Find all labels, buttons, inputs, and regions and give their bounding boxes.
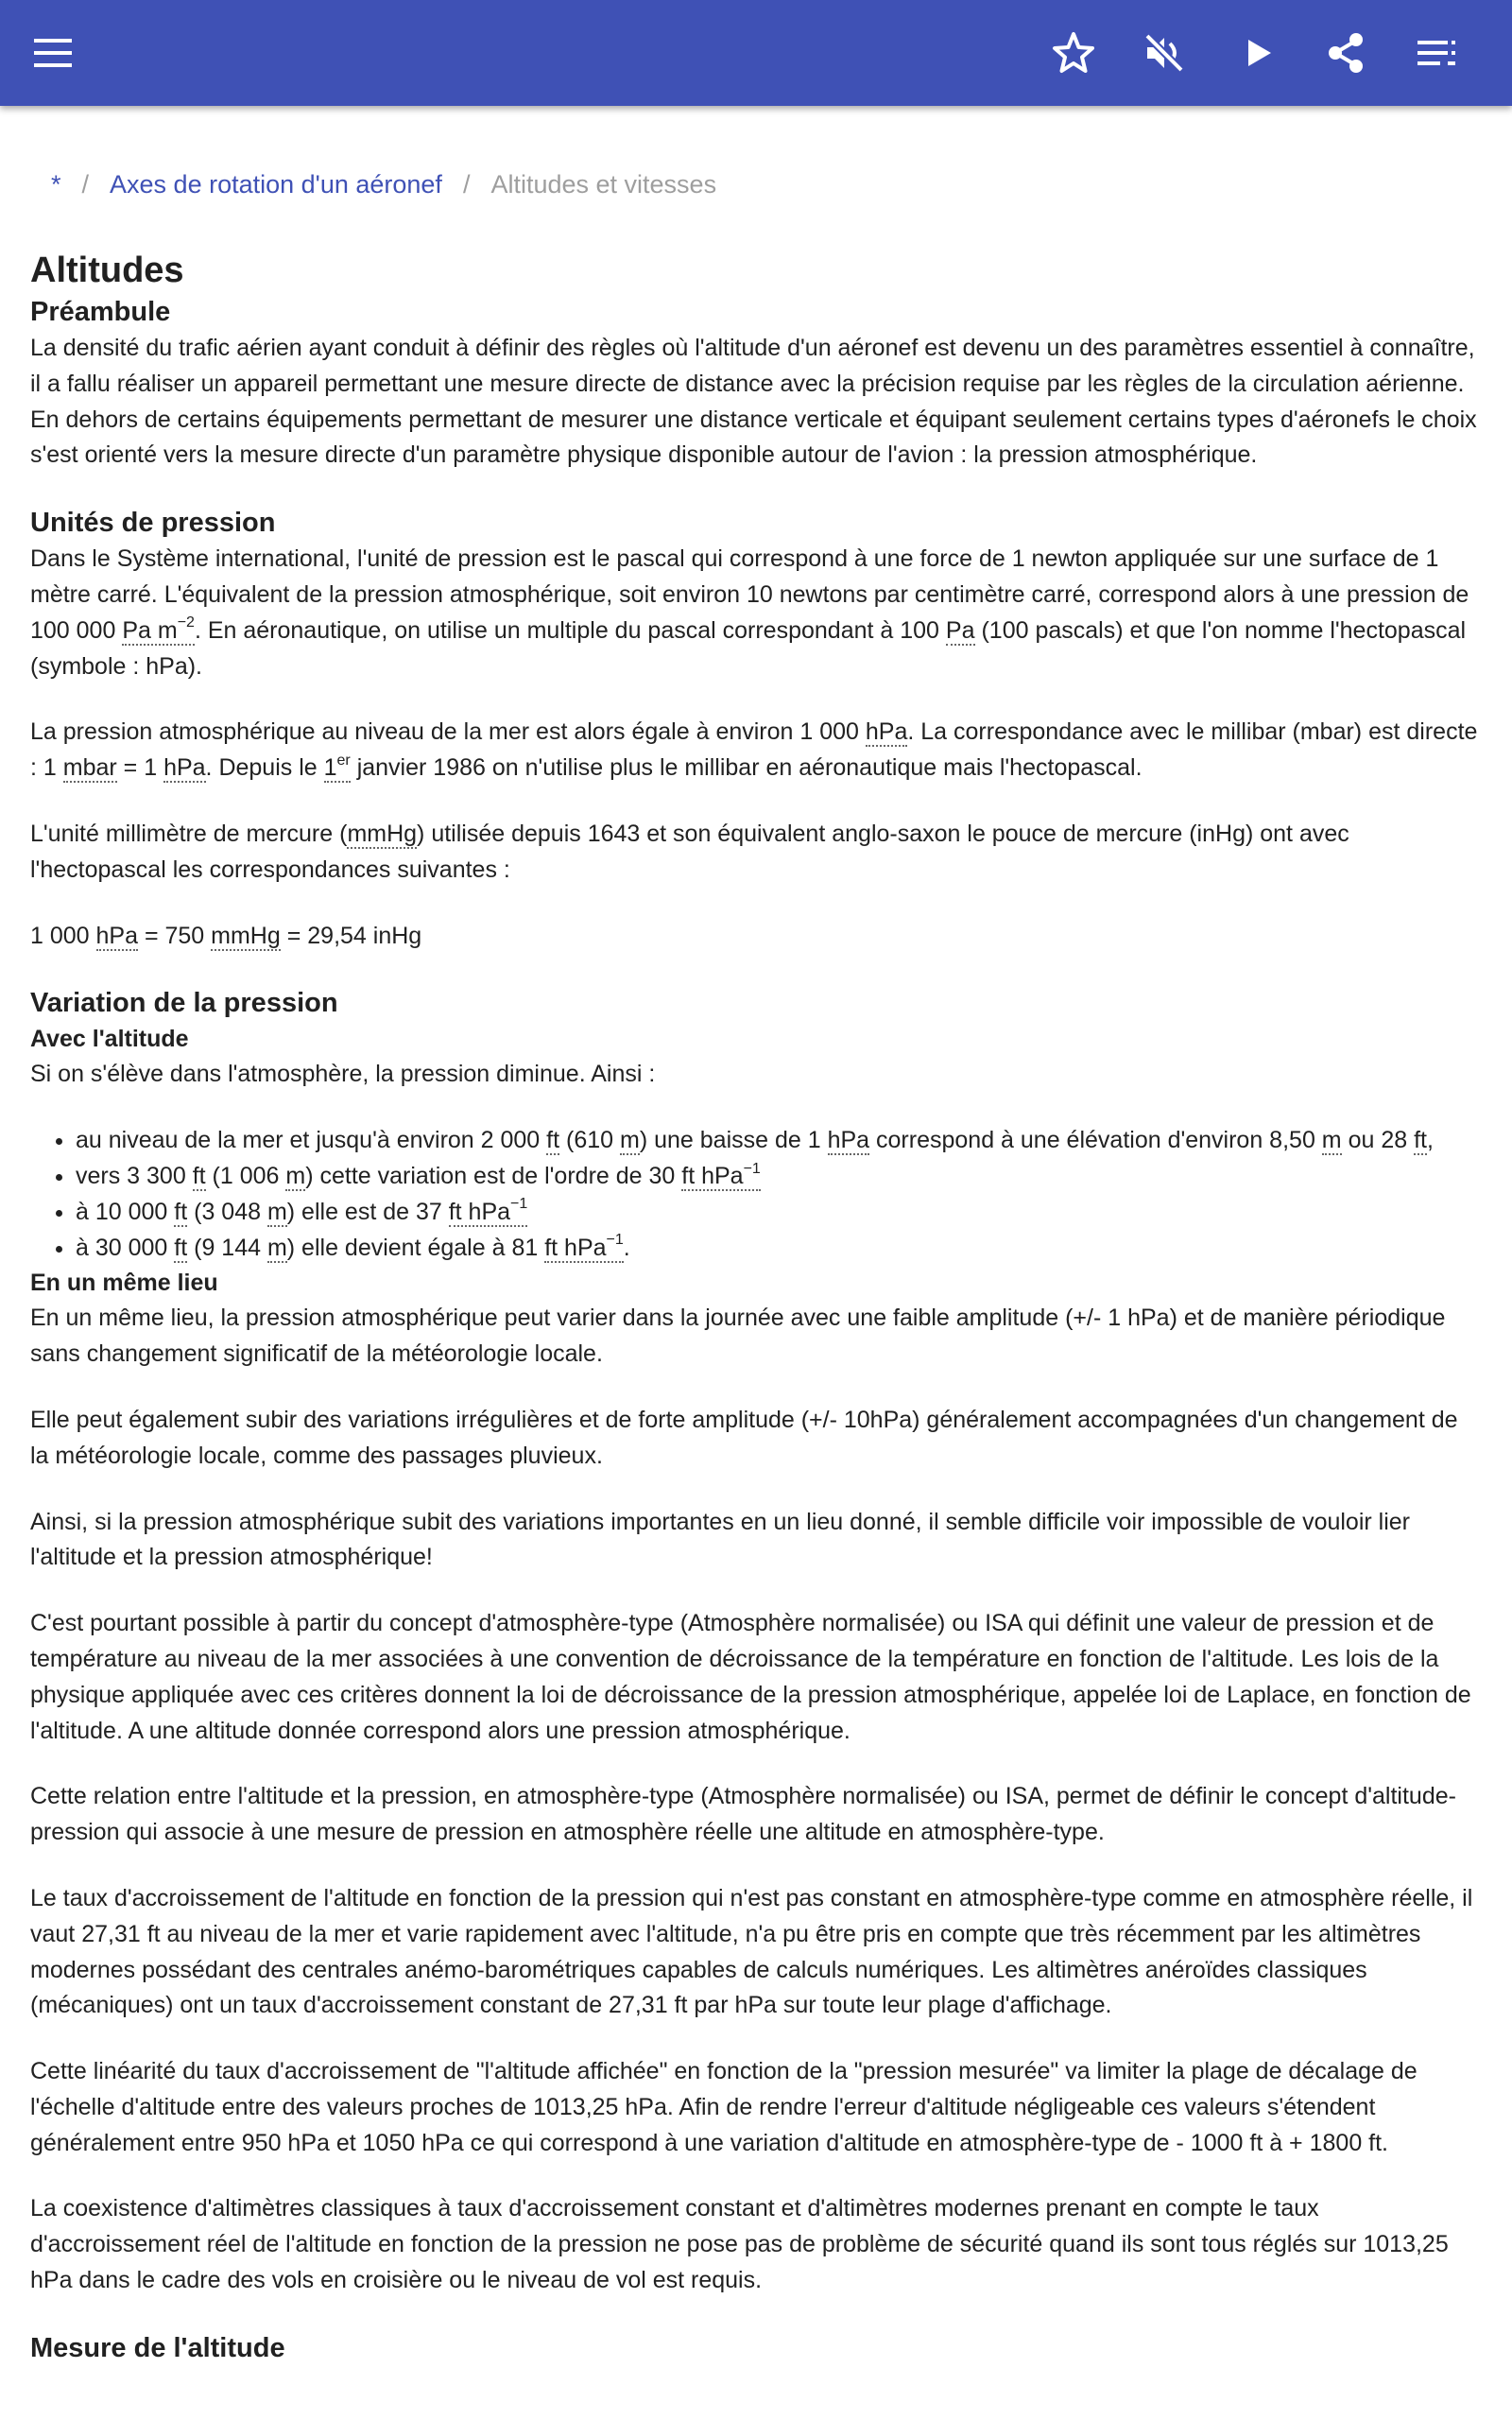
unit-abbr: ft [174,1198,188,1225]
unit-abbr: ft [1414,1127,1427,1154]
text: ou 28 [1341,1127,1415,1154]
share-icon[interactable] [1319,26,1372,79]
ordinal-number: 1 [323,754,337,782]
text: (1 006 [205,1162,286,1189]
section-heading-mesure: Mesure de l'altitude [30,2332,285,2363]
section-heading-unites: Unités de pression [30,508,276,539]
paragraph-variation-1: En un même lieu, la pression atmosphérique peut varier dans la journée avec une faible amplitude (+/- 1 hPa) et de manière périodique sans changement significatif de la météorologie locale. [30,1305,1446,1368]
unit-abbr [122,614,195,646]
unit-exponent: −1 [606,1232,624,1249]
play-icon[interactable] [1230,26,1283,79]
paragraph-preambule: La densité du trafic aérien ayant conduit à définir des règles où l'altitude d'un aéronef est devenu un des paramètres essentiel à connaître, il a fallu réaliser un appareil permettant une mesure directe de distance avec la précision requise par les règles de la circulation aérienne. En dehors de certains équipements permettant de mesurer une distance verticale et équipant seulement certains types d'aéronefs le choix s'est orienté vers la mesure directe d'un paramètre physique disponible autour de l'avion : la pression atmosphérique. [30,335,1477,469]
unit-abbr: Pa [945,616,975,644]
unit-abbr: hPa [95,922,138,949]
unit-abbr [544,1232,624,1263]
unit-abbr: mmHg [211,922,281,949]
unit-text: ft hPa [681,1162,744,1189]
breadcrumb-parent-link[interactable]: Axes de rotation d'un aéronef [110,170,442,199]
paragraph-variation-intro: Si on s'élève dans l'atmosphère, la pression diminue. Ainsi : [30,1061,656,1088]
playlist-icon[interactable] [1410,26,1463,79]
text: (610 [559,1127,621,1154]
unit-abbr: m [1321,1127,1342,1154]
unit-abbr: mmHg [347,820,418,847]
unit-exponent: −1 [510,1196,528,1213]
unit-abbr: mbar [62,754,117,782]
text: = 29,54 inHg [280,922,422,949]
paragraph-unites-3 [30,817,1482,889]
unit-text: Pa m [122,616,178,644]
text: Dans le Système international, l'unité de pression est le pascal qui correspond à une force de 1 newton appliquée sur une surface de 1 mètre carré. L'équivalent de la pression atmosphérique, soit environ 10 newtons par centimètre carré, correspond alors à une pression de 100 000 [30,545,1469,644]
paragraph-variation-6: Le taux d'accroissement de l'altitude en fonction de la pression qui n'est pas constant en atmosphère-type comme en atmosphère réelle, il vaut 27,31 ft au niveau de la mer et varie rapidement avec l'altitude, n'a pu être pris en compte que très récemment par les altimètres modernes possédant des centrales anémo-barométriques capables de calculs numériques. Les altimètres anéroïdes classiques (mécaniques) ont un taux d'accroissement constant de 27,31 ft par hPa sur toute leur plage d'affichage. [30,1884,1473,2019]
text: ) cette variation est de l'ordre de 30 [305,1162,682,1189]
list-item [76,1123,1482,1159]
text: , [1426,1127,1434,1154]
unit-abbr: ft [192,1162,206,1189]
unit-abbr [448,1196,528,1227]
unit-abbr: m [266,1198,287,1225]
paragraph-variation-4: C'est pourtant possible à partir du concept d'atmosphère-type (Atmosphère normalisée) ou ISA qui définit une valeur de pression et de température au niveau de la mer associées à une convention de décroissance de la température en fonction de l'altitude. Les lois de la physique appliquée avec ces critères donnent la loi de décroissance de la pression atmosphérique, appelée loi de Laplace, en fonction de l'altitude. A une altitude donnée correspond alors une pression atmosphérique. [30,1610,1471,1744]
unit-abbr: hPa [163,754,206,782]
breadcrumb-separator: / [462,170,471,199]
unit-abbr: ft [546,1127,560,1154]
text: 1 000 [30,922,96,949]
paragraph-unites-2 [30,715,1482,786]
text: à 10 000 [76,1198,175,1225]
volume-off-icon[interactable] [1138,26,1191,79]
unit-abbr: ft [174,1234,188,1261]
text: au niveau de la mer et jusqu'à environ 2 000 [76,1127,547,1154]
text: (9 144 [187,1234,267,1261]
text: L'unité millimètre de mercure ( [30,820,348,847]
breadcrumb-separator: / [81,170,90,199]
text: = 750 [138,922,212,949]
text: . [623,1234,630,1261]
unit-abbr: m [620,1127,640,1154]
breadcrumb-current: Altitudes et vitesses [490,170,717,199]
subsection-heading-meme-lieu: En un même lieu [30,1270,218,1297]
variation-list [30,1123,1482,1266]
unit-abbr: m [266,1234,287,1261]
star-outline-icon[interactable] [1047,26,1100,79]
text: La pression atmosphérique au niveau de la mer est alors égale à environ 1 000 [30,718,866,746]
text: ) elle devient égale à 81 [286,1234,545,1261]
menu-icon[interactable] [26,26,79,79]
paragraph-variation-8: La coexistence d'altimètres classiques à taux d'accroissement constant et d'altimètres modernes prenant en compte le taux d'accroissement réel de l'altitude en fonction de la pression ne pose pas de problème de sécurité quand ils sont tous réglés sur 1013,25 hPa dans le cadre des vols en croisière ou le niveau de vol est requis. [30,2195,1449,2294]
paragraph-unites-4 [30,919,1482,955]
text: (100 pascals) et que l'on nomme l'hectopascal (symbole : hPa). [30,616,1467,680]
text: ) elle est de 37 [286,1198,449,1225]
text: = 1 [116,754,164,782]
section-heading-variation: Variation de la pression [30,988,338,1019]
unit-text: ft hPa [448,1198,511,1225]
list-item [76,1159,1482,1195]
ordinal-abbr [324,754,351,783]
text: ) une baisse de 1 [639,1127,828,1154]
unit-abbr: hPa [865,718,908,746]
text: . La correspondance avec le millibar (mbar) est directe : 1 [30,718,1478,782]
text: . En aéronautique, on utilise un multiple du pascal correspondant à 100 [194,616,946,644]
unit-exponent: −2 [177,614,195,631]
unit-exponent: −1 [743,1160,761,1177]
text: ) utilisée depuis 1643 et son équivalent anglo-saxon le pouce de mercure (inHg) ont avec l'hectopascal les correspondances suivantes : [30,820,1349,883]
unit-abbr [681,1160,761,1191]
breadcrumb [51,170,716,199]
app-bar [0,0,1512,106]
list-item [76,1195,1482,1231]
text: vers 3 300 [76,1162,193,1189]
ordinal-suffix: er [336,752,351,769]
article [30,248,1482,2367]
unit-abbr: m [285,1162,306,1189]
text: janvier 1986 on n'utilise plus le millibar en aéronautique mais l'hectopascal. [350,754,1143,782]
paragraph-variation-5: Cette relation entre l'altitude et la pression, en atmosphère-type (Atmosphère normalisée) ou ISA, permet de définir le concept d'altitude-pression qui associe à une mesure de pression en atmosphère réelle une altitude en atmosphère-type. [30,1783,1456,1846]
unit-text: ft hPa [544,1234,607,1261]
subsection-heading-altitude: Avec l'altitude [30,1026,189,1053]
paragraph-variation-2: Elle peut également subir des variations irrégulières et de forte amplitude (+/- 10hPa) généralement accompagnées d'un changement de la météorologie locale, comme des passages pluvieux. [30,1406,1458,1469]
text: correspond à une élévation d'environ 8,50 [869,1127,1322,1154]
page-title: Altitudes [30,251,184,290]
paragraph-unites-1 [30,542,1482,684]
unit-abbr: hPa [827,1127,870,1154]
paragraph-variation-3: Ainsi, si la pression atmosphérique subit des variations importantes en un lieu donné, il semble difficile voir impossible de vouloir lier l'altitude et la pression atmosphérique! [30,1508,1410,1571]
breadcrumb-root-link[interactable]: * [51,170,61,199]
section-heading-preambule: Préambule [30,297,171,327]
text: (3 048 [187,1198,267,1225]
list-item [76,1231,1482,1267]
paragraph-variation-7: Cette linéarité du taux d'accroissement de "l'altitude affichée" en fonction de la "pression mesurée" va limiter la plage de décalage de l'échelle d'altitude entre des valeurs proches de 1013,25 hPa. Afin de rendre l'erreur d'altitude négligeable ces valeurs s'étendent généralement entre 950 hPa et 1050 hPa ce qui correspond à une variation d'altitude en atmosphère-type de - 1000 ft à + 1800 ft. [30,2058,1418,2156]
text: . Depuis le [205,754,324,782]
text: à 30 000 [76,1234,175,1261]
